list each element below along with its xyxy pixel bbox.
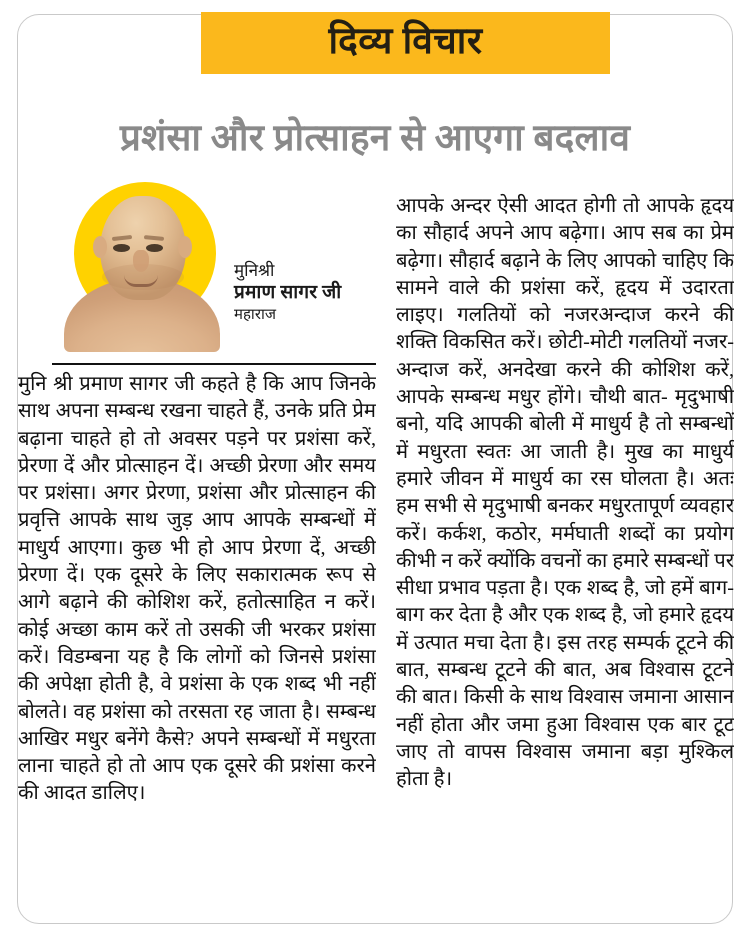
portrait-block [52, 176, 376, 352]
caption-prefix: मुनिश्री [234, 261, 275, 280]
column-rule-divider [52, 363, 376, 365]
eye-right-shape [146, 244, 163, 252]
masthead-title: दिव्य विचार [328, 20, 483, 62]
article-body-right-column [396, 193, 734, 905]
caption-name: प्रमाण सागर जी [234, 282, 342, 304]
article-headline: प्रशंसा और प्रोत्साहन से आएगा बदलाव [119, 117, 631, 159]
article-body-left-column [18, 371, 376, 905]
ear-left-shape [93, 236, 107, 258]
nose-shape [133, 250, 149, 272]
eye-left-shape [113, 244, 130, 252]
right-column-text: आपके अन्दर ऐसी आदत होगी तो आपके हृदय का सौहार्द अपने आप बढ़ेगा। आप सब का प्रेम बढ़ेगा। सौहार्द बढ़ाने के लिए आपको चाहिए कि सामने वाले की प्रशंसा करें, हृदय में उदारता लाइए। गलतियों को नजरअन्दाज करने की शक्ति विकसित करें। छोटी-मोटी गलतियों नजर-अन्दाज करें, अनदेखा करने की कोशिश करें, आपके सम्बन्ध मधुर होंगे। चौथी बात- मृदुभाषी बनो, यदि आपकी बोली में माधुर्य है तो सम्बन्धों में मधुरता स्वतः आ जाती है। मुख का माधुर्य हमारे जीवन में माधुर्य का रस घोलता है। अतः हम सभी से मृदुभाषी बनकर मधुरतापूर्ण व्यवहार करें। कर्कश, कठोर, मर्मघाती शब्दों का प्रयोग कीभी न करें क्योंकि वचनों का हमारे सम्बन्धों पर सीधा प्रभाव पड़ता है। एक शब्द है, जो हमें बाग-बाग कर देता है और एक शब्द है, जो हमारे हृदय में उत्पात मचा देता है। इस तरह सम्पर्क टूटने की बात, सम्बन्ध टूटने की बात, अब विश्वास टूटने की बात। किसी के साथ विश्वास जमाना आसान नहीं होता और जमा हुआ विश्वास एक बार टूट जाए तो वापस विश्वास जमाना बड़ा मुश्किल होता है। [396, 195, 734, 791]
left-column-text: मुनि श्री प्रमाण सागर जी कहते है कि आप जिनके साथ अपना सम्बन्ध रखना चाहते हैं, उनके प्रति प्रेम बढ़ाना चाहते हो तो अवसर पड़ने पर प्रशंसा करें, प्रेरणा दें और प्रोत्साहन दें। अच्छी प्रेरणा और समय पर प्रशंसा। अगर प्रेरणा, प्रशंसा और प्रोत्साहन की प्रवृत्ति आपके साथ जुड़ आप आपके सम्बन्धों में माधुर्य आएगा। कुछ भी हो आप प्रेरणा दें, अच्छी प्रेरणा दें। एक दूसरे के लिए सकारात्मक रूप से आगे बढ़ाने की कोशिश करें, हतोत्साहित न करें। कोई अच्छा काम करें तो उसकी जी भरकर प्रशंसा करें। विडम्बना यह है कि लोगों को जिनसे प्रशंसा की अपेक्षा होती है, वे प्रशंसा के एक शब्द भी नहीं बोलते। वह प्रशंसा को तरसता रह जाता है। सम्बन्ध आखिर मधुर बनेंगे कैसे? अपने सम्बन्धों में मधुरता लाना चाहते हो तो आप एक दूसरे की प्रशंसा करने की आदत डालिए। [18, 373, 376, 805]
caption-suffix: महाराज [234, 306, 276, 323]
portrait-caption [234, 260, 376, 325]
monk-portrait-image [62, 180, 222, 352]
masthead-banner [201, 12, 610, 74]
ear-right-shape [178, 236, 192, 258]
